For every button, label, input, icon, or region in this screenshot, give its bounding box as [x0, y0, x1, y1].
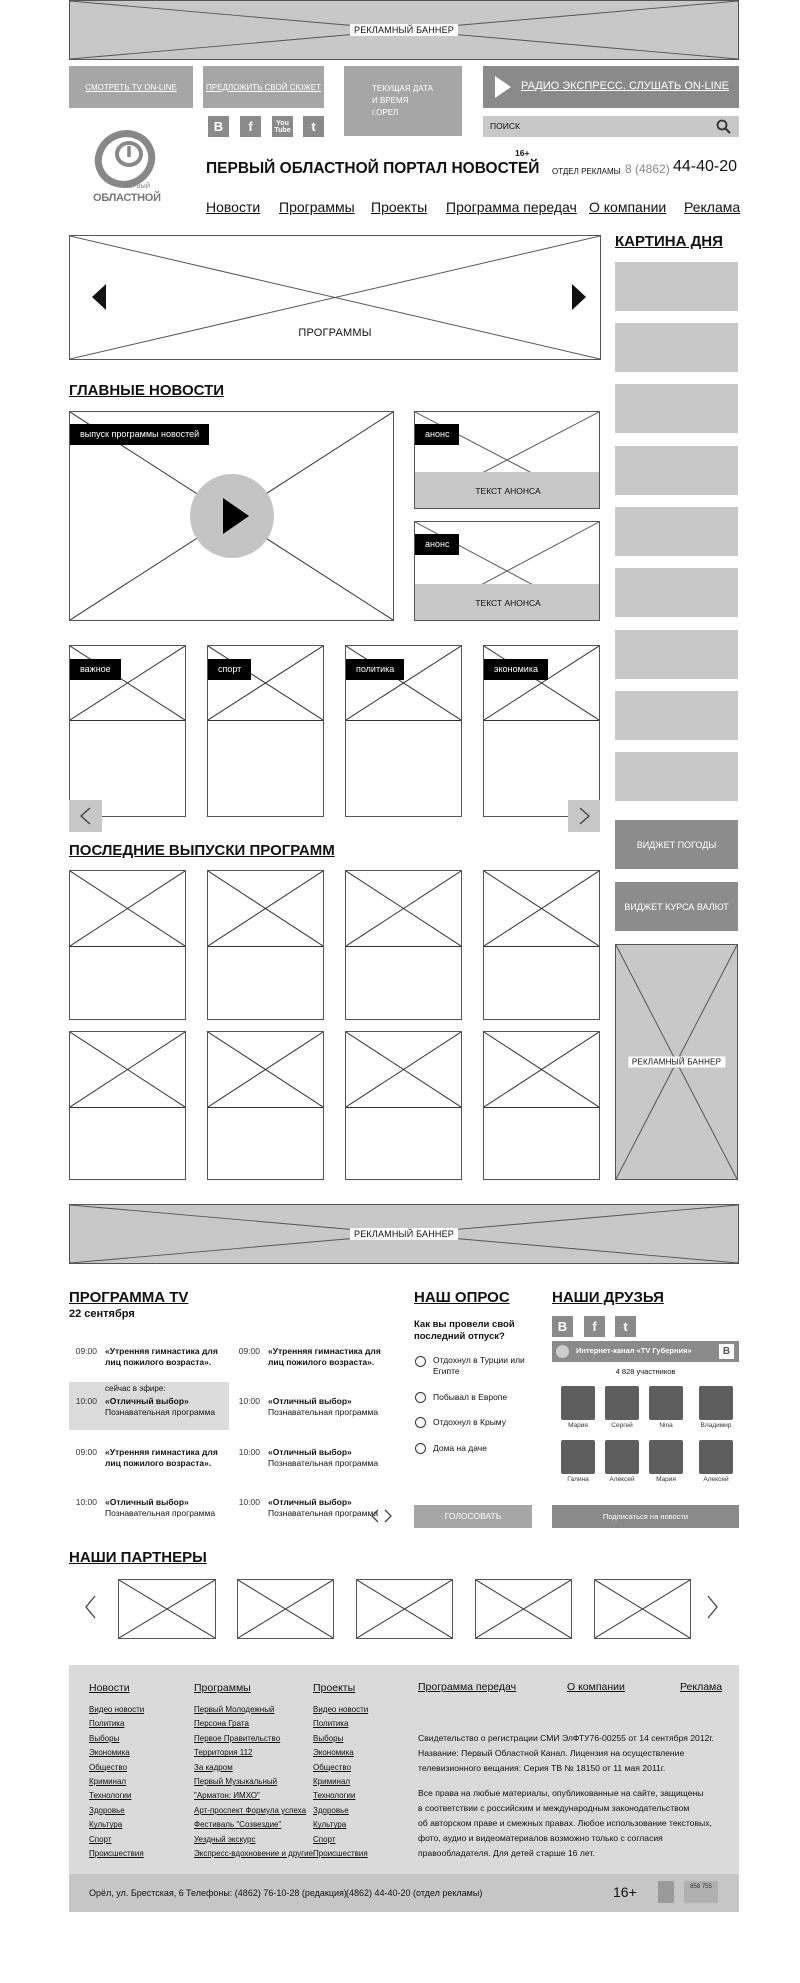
logo-big-text: ОБЛАСТНОЙ: [93, 192, 161, 204]
footer-link[interactable]: Политика: [89, 1719, 125, 1729]
category-tag: политика: [346, 659, 404, 680]
vote-button[interactable]: ГОЛОСОВАТЬ: [414, 1505, 532, 1528]
friend-name: Мария: [568, 1422, 588, 1429]
program-card[interactable]: [483, 870, 600, 1020]
category-card-sport[interactable]: [207, 645, 324, 817]
announce-tag: анонс: [415, 424, 459, 445]
vk-group-header[interactable]: [552, 1341, 739, 1362]
picture-of-day-item[interactable]: [615, 262, 738, 311]
portal-title: ПЕРВЫЙ ОБЛАСТНОЙ ПОРТАЛ НОВОСТЕЙ: [206, 160, 540, 177]
announce-card[interactable]: [414, 521, 600, 621]
rights-line: в соответствии с российским и международным законодательством: [418, 1803, 690, 1813]
counter-value: 858 755: [690, 1884, 712, 1890]
poll-question: Как вы провели свой последний отпуск?: [414, 1319, 515, 1342]
footer-link[interactable]: Территория 112: [194, 1748, 253, 1758]
youtube-icon[interactable]: You Tube: [272, 116, 293, 137]
twitter-icon[interactable]: t: [303, 116, 324, 137]
partners-prev-icon[interactable]: [84, 1595, 96, 1619]
schedule-desc: Познавательная программа: [105, 1407, 216, 1417]
schedule-time: 09:00: [75, 1346, 97, 1356]
partner-logo[interactable]: [475, 1579, 572, 1639]
middle-ad-banner[interactable]: [69, 1204, 739, 1264]
partner-logo[interactable]: [118, 1579, 216, 1639]
side-ad-banner[interactable]: [615, 944, 738, 1180]
search-placeholder: ПОИСК: [490, 121, 520, 131]
footer-column-head[interactable]: Новости: [89, 1682, 130, 1694]
schedule-title: «Отличный выбор»: [105, 1497, 189, 1507]
rights-line: Все права на любые материалы, опубликованные на сайте, защищены: [418, 1788, 704, 1798]
registration-line: Свидетельство о регистрации СМИ ЭлФТУ76-00255 от 14 сентября 2012г.: [418, 1733, 714, 1743]
banner-label: РЕКЛАМНЫЙ БАННЕР: [350, 1228, 458, 1240]
news-video-player[interactable]: [69, 411, 394, 621]
category-card-important[interactable]: [69, 645, 186, 817]
schedule-item[interactable]: [232, 1396, 392, 1432]
footer-phones: Телефоны: (4862) 76-10-28 (редакция): [186, 1888, 347, 1898]
footer-link[interactable]: "Арматон: ИМХО": [194, 1791, 260, 1801]
picture-of-day-title: КАРТИНА ДНЯ: [615, 233, 723, 250]
chevron-left-icon: [79, 807, 91, 825]
radio-express-button[interactable]: [483, 66, 739, 108]
group-name: Интернет-канал «TV Губерния»: [576, 1346, 692, 1355]
footer-column-projects: [313, 1681, 368, 1861]
friend-avatar[interactable]: [648, 1386, 684, 1429]
schedule-title: «Утренняя гимнастика для лиц пожилого возраста».: [105, 1447, 218, 1468]
date-time-block: [344, 66, 462, 136]
banner-label: РЕКЛАМНЫЙ БАННЕР: [628, 1057, 725, 1068]
latest-programs-title: ПОСЛЕДНИЕ ВЫПУСКИ ПРОГРАММ: [69, 842, 335, 859]
nav-item-news[interactable]: Новости: [206, 199, 261, 215]
rights-info: [418, 1786, 712, 1861]
footer-link[interactable]: Видео новости: [313, 1705, 369, 1714]
category-tag: важное: [70, 659, 121, 680]
video-tag: выпуск программы новостей: [70, 424, 209, 445]
program-card[interactable]: [207, 1031, 324, 1180]
friend-name: Галина: [567, 1476, 589, 1483]
program-card[interactable]: [483, 1031, 600, 1180]
schedule-title: «Утренняя гимнастика для лиц пожилого возраста».: [268, 1346, 381, 1367]
program-card[interactable]: [345, 870, 462, 1020]
schedule-item[interactable]: [232, 1346, 392, 1382]
slider-label: ПРОГРАММЫ: [294, 326, 375, 340]
footer-link[interactable]: Экспресс-вдохновение и другие: [194, 1849, 314, 1859]
schedule-time: 09:00: [238, 1346, 260, 1356]
picture-of-day-item[interactable]: [615, 323, 738, 372]
schedule-title: «Отличный выбор»: [268, 1497, 352, 1507]
group-avatar-icon: [556, 1345, 569, 1358]
schedule-item[interactable]: [232, 1447, 392, 1483]
group-vk-icon: В: [719, 1344, 734, 1359]
nav-item-projects[interactable]: Проекты: [371, 199, 428, 215]
friend-name: Мария: [656, 1476, 676, 1483]
announce-tag: анонс: [415, 534, 459, 555]
suggest-story-button[interactable]: ПРЕДЛОЖИТЬ СВОЙ СЮЖЕТ: [203, 66, 324, 108]
footer-column-news: [89, 1681, 144, 1861]
poll-option-label[interactable]: Побывал в Европе: [433, 1392, 508, 1402]
friend-avatar[interactable]: [604, 1386, 640, 1429]
footer-link[interactable]: Культура: [313, 1820, 347, 1830]
footer-link[interactable]: Технологии: [89, 1791, 132, 1801]
footer-link-tv-schedule[interactable]: Программа передач: [418, 1681, 517, 1693]
schedule-item[interactable]: [69, 1346, 229, 1382]
footer-link[interactable]: Криминал: [89, 1777, 127, 1787]
registration-line: Название: Первый Областной Канал. Лицензия на осуществление: [418, 1748, 685, 1758]
footer-link[interactable]: Культура: [89, 1820, 123, 1830]
picture-of-day-item[interactable]: [615, 752, 738, 801]
footer-link[interactable]: Криминал: [313, 1777, 351, 1787]
chevron-right-icon: [579, 807, 591, 825]
counter-icon[interactable]: [658, 1881, 674, 1903]
schedule-item[interactable]: [69, 1497, 229, 1533]
banner-label: РЕКЛАМНЫЙ БАННЕР: [350, 24, 458, 36]
footer-link-about[interactable]: О компании: [567, 1681, 625, 1693]
friend-name: Владимир: [700, 1422, 732, 1429]
poll-option-label[interactable]: Отдохнул в Крыму: [433, 1417, 506, 1427]
age-rating: 16+: [515, 148, 530, 158]
rights-line: правообладателя. Для детей старше 16 лет.: [418, 1848, 595, 1858]
registration-info: [418, 1731, 714, 1776]
category-tag: экономика: [484, 659, 548, 680]
visit-counter[interactable]: [684, 1881, 718, 1903]
friends-title: НАШИ ДРУЗЬЯ: [552, 1289, 664, 1306]
program-card[interactable]: [69, 870, 186, 1020]
footer-link[interactable]: Спорт: [89, 1834, 112, 1844]
friend-avatar[interactable]: [698, 1386, 734, 1429]
phone-code: 8 (4862): [625, 162, 670, 176]
categories-next-button[interactable]: [568, 800, 600, 832]
footer-link[interactable]: Здоровье: [313, 1805, 349, 1815]
nav-item-ads[interactable]: Реклама: [684, 199, 741, 215]
search-icon[interactable]: [716, 119, 731, 134]
footer-column-head[interactable]: Программы: [194, 1682, 251, 1694]
partner-logo[interactable]: [237, 1579, 334, 1639]
footer-link[interactable]: Первый Молодежный: [194, 1705, 275, 1714]
footer-link[interactable]: Происшествия: [313, 1849, 368, 1859]
footer-link[interactable]: Первое Правительство: [194, 1733, 281, 1743]
footer-link[interactable]: За кадром: [194, 1762, 233, 1772]
friend-avatar[interactable]: [698, 1440, 734, 1483]
friends-twitter-icon[interactable]: t: [615, 1316, 636, 1337]
partners-title: НАШИ ПАРТНЕРЫ: [69, 1549, 207, 1566]
footer-link[interactable]: Экономика: [313, 1748, 354, 1758]
footer-link-ads[interactable]: Реклама: [680, 1681, 723, 1693]
footer-link[interactable]: Фестиваль "Созвездие": [194, 1820, 282, 1830]
friends-facebook-icon[interactable]: f: [584, 1316, 605, 1337]
program-card[interactable]: [69, 1031, 186, 1180]
phone-number: 44-40-20: [673, 158, 738, 175]
schedule-desc: Познавательная программа: [268, 1508, 379, 1518]
datetime-line2: И ВРЕМЯ: [372, 96, 409, 105]
footer-age-rating: 16+: [613, 1884, 637, 1900]
footer-link[interactable]: Видео новости: [89, 1705, 145, 1714]
schedule-title: «Отличный выбор»: [268, 1447, 352, 1457]
schedule-time: 10:00: [75, 1396, 97, 1406]
partners-next-icon[interactable]: [707, 1595, 719, 1619]
partner-logo[interactable]: [594, 1579, 691, 1639]
poll-radio[interactable]: [415, 1443, 426, 1454]
picture-of-day-item[interactable]: [615, 630, 738, 679]
friend-avatar[interactable]: [604, 1440, 640, 1483]
datetime-line3: г.ОРЕЛ: [372, 108, 399, 117]
footer-column-head[interactable]: Проекты: [313, 1682, 356, 1694]
picture-of-day-item[interactable]: [615, 691, 738, 740]
nav-item-tv-schedule[interactable]: Программа передач: [446, 199, 577, 215]
weather-widget[interactable]: ВИДЖЕТ ПОГОДЫ: [615, 820, 738, 869]
play-button-icon[interactable]: [190, 474, 274, 558]
friend-name: Сергей: [611, 1422, 633, 1429]
categories-prev-button[interactable]: [69, 800, 102, 832]
footer-link[interactable]: Уездный экскурс: [194, 1834, 256, 1844]
schedule-time: 10:00: [238, 1447, 260, 1457]
footer-link[interactable]: Общество: [89, 1762, 128, 1772]
poll-title: НАШ ОПРОС: [414, 1289, 510, 1306]
nav-item-about[interactable]: О компании: [589, 199, 667, 215]
footer-link[interactable]: Выборы: [89, 1733, 120, 1743]
schedule-desc: Познавательная программа: [268, 1407, 379, 1417]
poll-option-label[interactable]: Дома на даче: [433, 1443, 487, 1453]
friends-vk-icon[interactable]: В: [552, 1316, 573, 1337]
footer-link[interactable]: Политика: [313, 1719, 349, 1729]
schedule-time: 09:00: [75, 1447, 97, 1457]
footer-link[interactable]: Первый Музыкальный: [194, 1777, 278, 1787]
schedule-prev-icon[interactable]: [370, 1509, 379, 1523]
picture-of-day-item[interactable]: [615, 384, 738, 433]
slider-prev-arrow-icon[interactable]: [92, 284, 106, 310]
friend-avatar[interactable]: [560, 1440, 596, 1483]
ads-dept-label: ОТДЕЛ РЕКЛАМЫ: [552, 167, 621, 176]
logo-emblem-icon: [92, 124, 158, 190]
friend-name: Алексей: [703, 1476, 729, 1483]
slider-next-arrow-icon[interactable]: [572, 284, 586, 310]
program-card[interactable]: [345, 1031, 462, 1180]
friend-avatar[interactable]: [648, 1440, 684, 1483]
schedule-item[interactable]: [69, 1396, 229, 1432]
footer-link[interactable]: Персона Грата: [194, 1719, 249, 1729]
poll-radio[interactable]: [415, 1392, 426, 1403]
footer-column-programs: [194, 1681, 313, 1861]
program-card[interactable]: [207, 870, 324, 1020]
announce-text: ТЕКСТ АНОНСА: [415, 584, 600, 621]
group-members-count: 4 828 участников: [615, 1367, 676, 1376]
category-tag: спорт: [208, 659, 251, 680]
schedule-title: «Отличный выбор»: [105, 1396, 189, 1406]
schedule-item[interactable]: [232, 1497, 392, 1533]
announce-text: ТЕКСТ АНОНСА: [415, 472, 600, 509]
footer-link[interactable]: Спорт: [313, 1834, 336, 1844]
partner-logo[interactable]: [356, 1579, 453, 1639]
poll-option-label[interactable]: Отдохнул в Турции или Египте: [433, 1355, 525, 1376]
schedule-time: 10:00: [75, 1497, 97, 1507]
poll-radio[interactable]: [415, 1356, 426, 1367]
schedule-time: 10:00: [238, 1396, 260, 1406]
footer-link[interactable]: Общество: [313, 1762, 352, 1772]
category-card-politics[interactable]: [345, 645, 462, 817]
watch-tv-online-button[interactable]: СМОТРЕТЬ TV ON-LINE: [69, 66, 193, 108]
category-card-economy[interactable]: [483, 645, 600, 817]
vk-icon[interactable]: В: [208, 116, 229, 137]
datetime-line1: ТЕКУЩАЯ ДАТА: [372, 84, 433, 93]
tv-program-title: ПРОГРАММА TV: [69, 1289, 189, 1306]
main-news-title: ГЛАВНЫЕ НОВОСТИ: [69, 382, 225, 399]
footer-link[interactable]: Выборы: [313, 1733, 344, 1743]
subscribe-button[interactable]: Подписаться на новости: [552, 1505, 739, 1528]
friend-name: Алексей: [609, 1476, 635, 1483]
footer-address: Орёл, ул. Брестская, 6: [89, 1888, 184, 1898]
programs-slider[interactable]: [69, 235, 601, 360]
schedule-item[interactable]: [69, 1447, 229, 1483]
footer-link[interactable]: Технологии: [313, 1791, 356, 1801]
footer-link[interactable]: Арт-проспект Формула успеха: [194, 1805, 307, 1815]
announce-card[interactable]: [414, 411, 600, 509]
registration-line: телевизионного вещания: Серия ТВ № 18150 от 11 мая 2011г.: [418, 1763, 666, 1773]
footer-ads-phone: (4862) 44-40-20 (отдел рекламы): [346, 1888, 483, 1898]
footer-link[interactable]: Здоровье: [89, 1805, 125, 1815]
schedule-title: «Отличный выбор»: [268, 1396, 352, 1406]
rights-line: об авторском праве и смежных правах. Любое использование текстовых,: [418, 1818, 712, 1828]
schedule-desc: Познавательная программа: [268, 1458, 379, 1468]
play-icon: [495, 76, 511, 98]
schedule-title: «Утренняя гимнастика для лиц пожилого возраста».: [105, 1346, 218, 1367]
schedule-desc: Познавательная программа: [105, 1508, 216, 1518]
picture-of-day-item[interactable]: [615, 568, 738, 617]
poll-radio[interactable]: [415, 1417, 426, 1428]
site-logo[interactable]: [90, 124, 162, 214]
tv-program-date: 22 сентября: [69, 1308, 135, 1320]
facebook-icon[interactable]: f: [240, 116, 261, 137]
footer-link[interactable]: Экономика: [89, 1748, 130, 1758]
picture-of-day-item[interactable]: [615, 446, 738, 495]
picture-of-day-item[interactable]: [615, 507, 738, 556]
friend-avatar[interactable]: [560, 1386, 596, 1429]
currency-widget[interactable]: ВИДЖЕТ КУРСА ВАЛЮТ: [615, 882, 738, 931]
rights-line: фото, аудио и видеоматериалов возможно только с согласия: [418, 1833, 663, 1843]
schedule-time: 10:00: [238, 1497, 260, 1507]
nav-item-programs[interactable]: Программы: [279, 199, 355, 215]
footer-link[interactable]: Происшествия: [89, 1849, 144, 1859]
top-ad-banner[interactable]: [69, 0, 739, 60]
friend-name: Nina: [659, 1422, 673, 1429]
search-input[interactable]: [483, 116, 739, 137]
now-on-air-label: сейчас в эфире:: [105, 1384, 166, 1393]
radio-label: РАДИО ЭКСПРЕСС. СЛУШАТЬ ON-LINE: [521, 80, 729, 92]
logo-small-text: ПЕРВЫЙ: [124, 184, 150, 190]
schedule-next-icon[interactable]: [384, 1509, 393, 1523]
